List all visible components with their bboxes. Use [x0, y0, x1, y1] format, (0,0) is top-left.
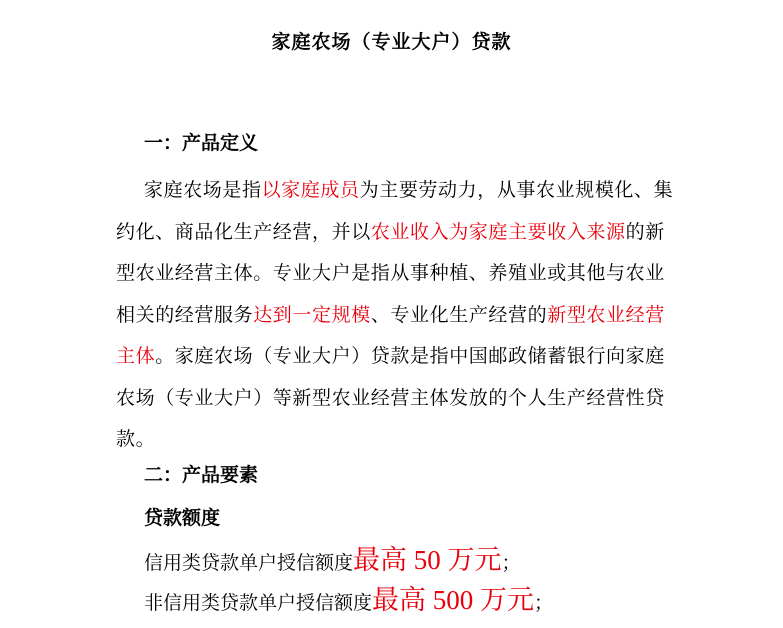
line-end: ； — [501, 552, 521, 574]
definition-paragraph — [116, 170, 676, 461]
loan-amount-heading: 贷款额度 — [144, 507, 221, 529]
section-heading-definition: 一：产品定义 — [144, 132, 259, 154]
document-title: 家庭农场（专业大户）贷款 — [271, 31, 512, 53]
definition-text: 。家庭农场（专业大户）贷款是指中国邮政储蓄银行向家庭农场（专业大户）等新型农业经营主体发放的个人生产经营性贷款。 — [116, 345, 665, 450]
definition-text: 、专业化生产经营的 — [370, 303, 548, 326]
credit-loan-label: 信用类贷款单户授信额度 — [144, 552, 354, 574]
noncredit-loan-label: 非信用类贷款单户授信额度 — [144, 592, 373, 614]
definition-text: 家庭农场是指 — [144, 179, 262, 201]
credit-loan-line — [144, 542, 521, 581]
noncredit-loan-amount: 最高 500 万元 — [372, 585, 535, 615]
highlight-text: 达到一定规模 — [253, 303, 371, 326]
credit-loan-amount: 最高 50 万元 — [353, 545, 502, 575]
highlight-text: 农业收入为家庭主要收入来源 — [370, 220, 626, 243]
highlight-text: 新型农业经营主体 — [116, 303, 665, 367]
line-end: ； — [534, 592, 554, 614]
noncredit-loan-line — [144, 582, 553, 621]
definition-text: 为主要劳动力，从事农业规模化、集约化、商品化生产经营，并以 — [116, 179, 674, 243]
definition-text: 的新型农业经营主体。专业大户是指从事种植、养殖业或其他与农业相关的经营服务 — [116, 220, 665, 326]
section-heading-elements: 二：产品要素 — [144, 464, 259, 486]
highlight-text: 以家庭成员 — [261, 179, 360, 201]
